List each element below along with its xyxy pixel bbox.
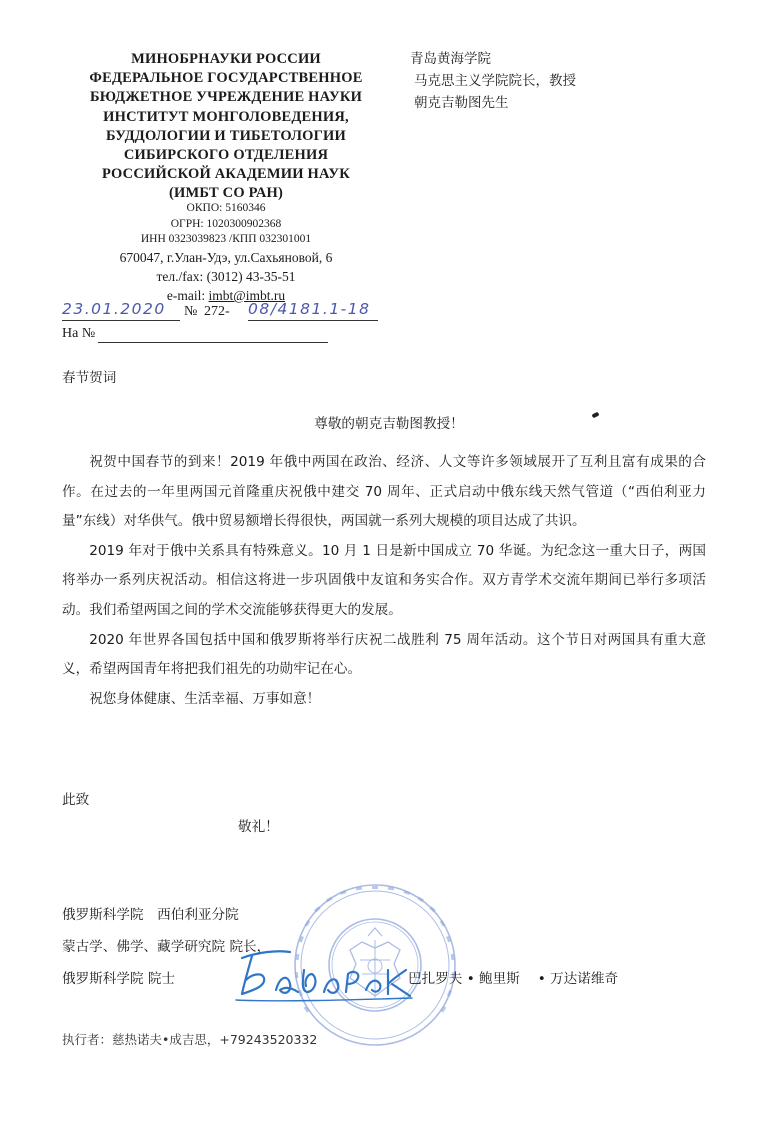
body-paragraph: 2019 年对于俄中关系具有特殊意义。10 月 1 日是新中国成立 70 华诞。为纪念这一重大日子，两国将举办一系列庆祝活动。相信这将进一步巩固俄中友谊和务实合作。双方青学术交流年期间已举行多项活动。我们希望两国之间的学术交流能够获得更大的发展。 — [62, 542, 706, 618]
number-underline — [248, 320, 378, 321]
handwritten-number: 08/4181.1-18 — [248, 300, 371, 318]
letter-body — [62, 448, 706, 714]
incoming-reference — [62, 326, 342, 346]
letter-subject: 春节贺词 — [62, 370, 117, 386]
respect: 敬礼！ — [238, 819, 279, 835]
email-label: e-mail: — [166, 288, 209, 303]
phone-fax: тел./fax: (3012) 43-35-51 — [156, 269, 296, 284]
signer-academy-branch: 俄罗斯科学院 西伯利亚分院 — [62, 907, 239, 923]
org-line: МИНОБРНАУКИ РОССИИ — [131, 51, 321, 67]
signer-institute-director: 蒙古学、佛学、藏学研究院 院长， — [62, 939, 271, 955]
org-line: БУДДОЛОГИИ И ТИБЕТОЛОГИИ — [105, 127, 347, 144]
recipient-institution: 青岛黄海学院 — [410, 51, 491, 67]
org-line: ФЕДЕРАЛЬНОЕ ГОСУДАРСТВЕННОЕ — [89, 70, 363, 87]
body-paragraph: 2020 年世界各国包括中国和俄罗斯将举行庆祝二战胜利 75 周年活动。这个节日对两国具有重大意义，希望两国青年将把我们祖先的功勋牢记在心。 — [62, 631, 706, 678]
org-line: ИНСТИТУТ МОНГОЛОВЕДЕНИЯ, — [103, 108, 349, 125]
signer-name: 巴扎罗夫 • 鲍里斯 • 万达诺维奇 — [408, 971, 619, 987]
number-prefix: 272- — [204, 304, 230, 319]
ogrn-code: ОГРН: 1020300902368 — [170, 217, 282, 230]
postal-address: 670047, г.Улан-Удэ, ул.Сахьяновой, 6 — [119, 250, 333, 265]
email-link[interactable]: imbt@imbt.ru — [208, 288, 286, 303]
org-line: БЮДЖЕТНОЕ УЧРЕЖДЕНИЕ НАУКИ — [89, 89, 363, 106]
na-underline — [98, 342, 328, 343]
date-underline — [62, 320, 180, 321]
number-label: № — [184, 304, 198, 319]
handwritten-date: 23.01.2020 — [62, 300, 166, 318]
signer-academician: 俄罗斯科学院 院士 — [62, 971, 176, 987]
inn-kpp-code: ИНН 0323039823 /КПП 032301001 — [140, 233, 312, 245]
contact-block — [46, 248, 406, 305]
na-label: На № — [62, 326, 96, 341]
executor-contact: 执行者：慈热诺夫•成吉思，+79243520332 — [62, 1032, 318, 1047]
registration-codes — [46, 201, 406, 248]
recipient-block — [410, 48, 576, 114]
outgoing-reference — [62, 300, 392, 324]
okpo-code: ОКПО: 5160346 — [186, 202, 266, 214]
org-line: (ИМБТ СО РАН) — [168, 185, 284, 202]
salutation: 尊敬的朝克吉勒图教授！ — [314, 416, 464, 432]
closing: 此致 — [62, 792, 90, 808]
recipient-position: 马克思主义学院院长，教授 — [414, 73, 576, 89]
org-line: РОССИЙСКОЙ АКАДЕМИИ НАУК — [102, 166, 350, 183]
body-paragraph: 祝贺中国春节的到来！2019 年俄中两国在政治、经济、人文等许多领域展开了互利且富有成果的合作。在过去的一年里两国元首隆重庆祝俄中建交 70 周年、正式启动中俄东线天然气管道（“西伯利亚力量”东线）对华供气。俄中贸易额增长得很快，两国就一系列大规模的项目达成了共识。 — [62, 454, 706, 530]
body-paragraph: 祝您身体健康、生活幸福、万事如意！ — [89, 690, 321, 707]
recipient-name: 朝克吉勒图先生 — [414, 95, 509, 111]
org-line: СИБИРСКОГО ОТДЕЛЕНИЯ — [123, 147, 329, 164]
institution-name — [46, 50, 406, 204]
